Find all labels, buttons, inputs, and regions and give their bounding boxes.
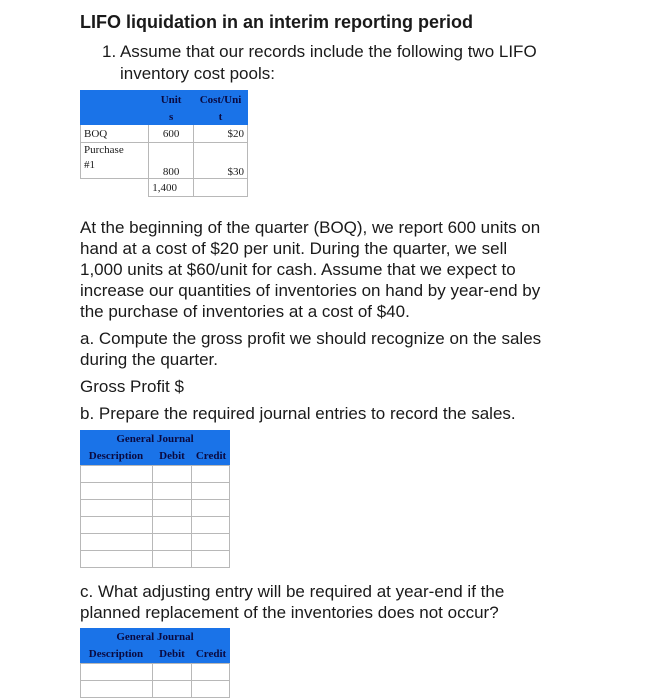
question-1-line2: inventory cost pools: bbox=[120, 64, 275, 83]
journal-row[interactable] bbox=[81, 466, 230, 483]
part-c-line2: planned replacement of the inventories does not occur? bbox=[80, 603, 499, 622]
gross-profit-label: Gross Profit $ bbox=[80, 377, 184, 396]
header-cost: Cost/Uni bbox=[193, 91, 247, 109]
col-description: Description bbox=[88, 450, 144, 462]
total-row bbox=[81, 179, 248, 197]
paragraph-line: hand at a cost of $20 per unit. During the quarter, we sell bbox=[80, 239, 508, 258]
col-credit: Credit bbox=[195, 450, 227, 462]
journal-row[interactable] bbox=[81, 483, 230, 500]
col-credit: Credit bbox=[195, 648, 227, 660]
table-row bbox=[81, 125, 248, 143]
header-cost-cont: t bbox=[193, 109, 247, 125]
paragraph-line: At the beginning of the quarter (BOQ), we report 600 units on bbox=[80, 218, 541, 237]
part-a-line2: during the quarter. bbox=[80, 350, 218, 369]
row-units: 800 bbox=[149, 143, 194, 179]
journal-row[interactable] bbox=[81, 664, 230, 681]
general-journal-b bbox=[80, 430, 230, 568]
paragraph-line: the purchase of inventories at a cost of $40. bbox=[80, 302, 410, 321]
page-title: LIFO liquidation in an interim reporting period bbox=[80, 12, 473, 32]
journal-title: General Journal bbox=[80, 628, 230, 646]
row-cost: $30 bbox=[193, 143, 247, 179]
journal-row[interactable] bbox=[81, 500, 230, 517]
cost-pool-table bbox=[80, 90, 248, 197]
col-debit: Debit bbox=[159, 450, 185, 462]
journal-row[interactable] bbox=[81, 517, 230, 534]
question-1-line1: 1. Assume that our records include the following two LIFO bbox=[102, 42, 537, 61]
part-c-line1: c. What adjusting entry will be required at year-end if the bbox=[80, 582, 505, 601]
journal-row[interactable] bbox=[81, 534, 230, 551]
part-b-line1: b. Prepare the required journal entries to record the sales. bbox=[80, 404, 516, 423]
col-debit: Debit bbox=[159, 648, 185, 660]
row-units: 600 bbox=[149, 125, 194, 143]
paragraph-line: 1,000 units at $60/unit for cash. Assume that we expect to bbox=[80, 260, 516, 279]
header-units-cont: s bbox=[149, 109, 194, 125]
journal-title: General Journal bbox=[80, 430, 230, 448]
row-label: Purchase #1 bbox=[81, 143, 149, 179]
journal-row[interactable] bbox=[81, 681, 230, 698]
paragraph-line: increase our quantities of inventories on hand by year-end by bbox=[80, 281, 541, 300]
header-units: Unit bbox=[149, 91, 194, 109]
col-description: Description bbox=[88, 648, 144, 660]
row-cost: $20 bbox=[193, 125, 247, 143]
total-units: 1,400 bbox=[149, 179, 194, 197]
part-a-line1: a. Compute the gross profit we should recognize on the sales bbox=[80, 329, 542, 348]
row-label: BOQ bbox=[81, 125, 149, 143]
journal-row[interactable] bbox=[81, 551, 230, 568]
table-row bbox=[81, 143, 248, 179]
general-journal-c bbox=[80, 628, 230, 698]
